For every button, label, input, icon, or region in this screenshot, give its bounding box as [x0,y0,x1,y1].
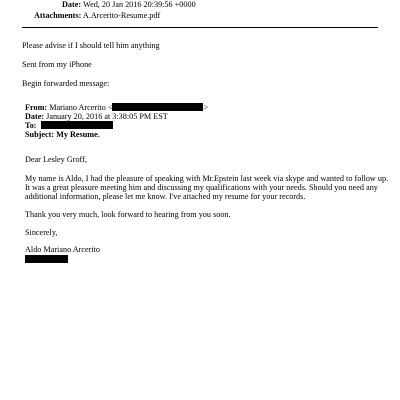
fwd-date-label: Date: [25,112,45,121]
header-attachments-row [34,11,160,21]
fwd-from-label: From: [25,103,48,112]
intro-line-1: Please advise if I should tell him anything [22,41,160,50]
body-signature: Aldo Mariano Arcerito [25,245,101,254]
fwd-subject-label: Subject: [25,130,55,139]
fwd-to-label: To: [25,121,37,130]
header-attachments-value[interactable]: A.Arcerito-Resume.pdf [82,11,161,20]
header-date-label: Date: [62,0,82,9]
fwd-from-value: Mariano Arcerito < [49,103,113,112]
header-date-value: Wed, 20 Jan 2016 20:39:56 +0000 [83,0,196,9]
body-p1-line-1: My name is Aldo, I had the pleasure of speaking with Mr.Epstein last week via skype and wanted to follow up. [25,174,389,183]
intro-line-2: Sent from my iPhone [22,60,92,69]
body-closing: Sincerely, [25,228,58,237]
redaction-from-email [112,103,203,111]
fwd-from-close: > [203,103,209,112]
body-p1-line-3: additional information, please let me know. I've attached my resume for your records. [25,192,306,201]
body-p1-line-2: It was a great pleasure meeting him and discussing my qualifications with your needs. Should you need any [25,183,378,192]
header-attachments-label: Attachments: [34,11,82,20]
redaction-signature [25,255,68,263]
body-p2: Thank you very much, look forward to hearing from you soon. [25,210,231,219]
body-greeting: Dear Lesley Groff, [25,155,87,164]
intro-line-3: Begin forwarded message: [22,79,110,88]
redaction-to-email [41,121,113,129]
fwd-subject-value: My Resume. [56,130,100,139]
header-divider [22,27,378,28]
fwd-date-value: January 20, 2016 at 3:38:05 PM EST [46,112,168,121]
fwd-subject-row [25,130,100,140]
header-date-row [62,0,196,10]
